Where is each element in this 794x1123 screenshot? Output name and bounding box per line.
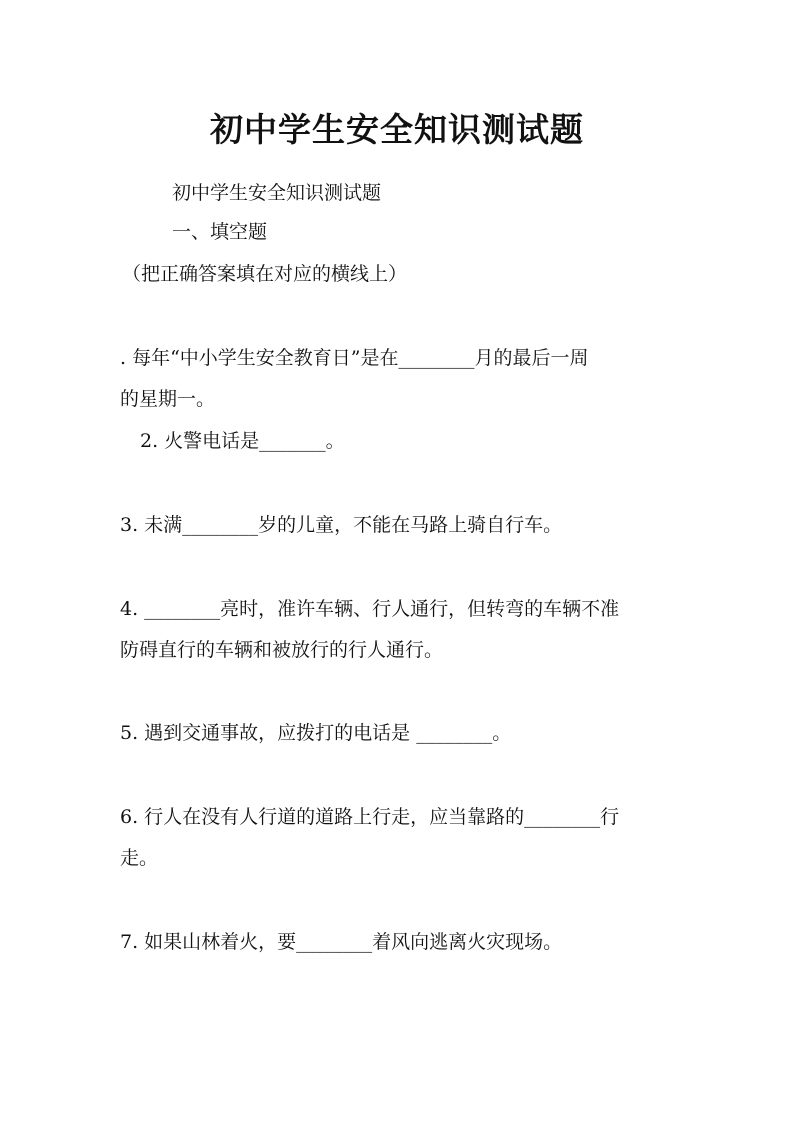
question-4-line-2: 防碍直行的车辆和被放行的行人通行。 [120,639,444,661]
question-5-line-1: 5. 遇到交通事故，应拨打的电话是 ________。 [120,722,512,744]
document-title: 初中学生安全知识测试题 [210,110,584,149]
document-subtitle: 初中学生安全知识测试题 [172,182,382,204]
question-7-line-1: 7. 如果山林着火，要________着风向逃离火灾现场。 [120,931,563,953]
question-2-line-1: 2. 火警电话是_______。 [140,430,345,452]
question-3-line-1: 3. 未满________岁的儿童，不能在马路上骑自行车。 [120,514,563,536]
section-instruction: （把正确答案填在对应的横线上） [122,263,408,285]
question-1-line-1: . 每年“中小学生安全教育日”是在________月的最后一周 [120,347,589,369]
question-6-line-2: 走。 [120,847,159,869]
question-6-line-1: 6. 行人在没有人行道的道路上行走，应当靠路的________行 [120,806,620,828]
section-heading: 一、填空题 [172,221,268,243]
question-1-line-2: 的星期一。 [120,388,216,410]
question-4-line-1: 4. ________亮时，准许车辆、行人通行，但转弯的车辆不准 [120,598,620,620]
